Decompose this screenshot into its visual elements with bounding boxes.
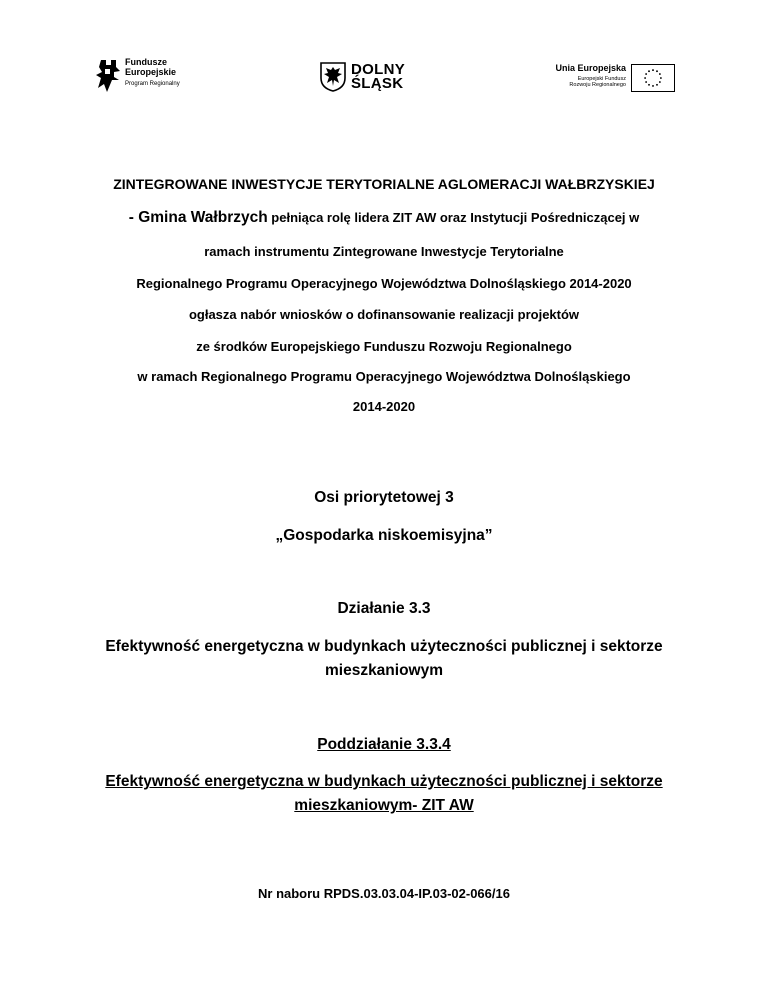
- subaction-desc-line1-text: Efektywność energetyczna w budynkach użyteczności publicznej i sektorze: [105, 773, 663, 790]
- unia-europejska-logo: [545, 63, 680, 99]
- fundusze-europejskie-logo: [95, 56, 205, 96]
- action-title: Działanie 3.3: [337, 600, 431, 617]
- action-desc-line1: Efektywność energetyczna w budynkach użyteczności publicznej i sektorze: [105, 638, 663, 655]
- header-line-7: w ramach Regionalnego Programu Operacyjnego Województwa Dolnośląskiego: [137, 369, 631, 384]
- subaction-desc-line2-text: mieszkaniowym- ZIT AW: [294, 797, 474, 814]
- logo-ds-line1: DOLNY: [351, 61, 405, 78]
- eu-flag-icon: [631, 64, 675, 92]
- header-line-6: ze środków Europejskiego Funduszu Rozwoju Regionalnego: [196, 339, 572, 354]
- dolny-slask-logo: [320, 60, 420, 96]
- eagle-crest-icon: [320, 62, 346, 92]
- logo-eu-line3: Rozwoju Regionalnego: [569, 82, 626, 88]
- header-lead-bold: - Gmina Wałbrzych: [128, 209, 268, 226]
- logo-eu-line2: Europejski Fundusz: [577, 76, 626, 82]
- subaction-desc-line1: [0, 773, 768, 791]
- header-line-5: ogłasza nabór wniosków o dofinansowanie realizacji projektów: [188, 307, 580, 322]
- action-desc-line2: mieszkaniowym: [324, 662, 444, 679]
- header-line-4: Regionalnego Programu Operacyjnego Województwa Dolnośląskiego 2014-2020: [136, 276, 632, 291]
- logo-fe-line3: Program Regionalny: [125, 81, 180, 87]
- logo-ds-line2: ŚLĄSK: [351, 75, 404, 92]
- priority-axis-title: Osi priorytetowej 3: [314, 489, 454, 506]
- fundusze-europejskie-icon: [95, 58, 121, 92]
- header-lead-rest: pełniąca rolę lidera ZIT AW oraz Instytucji Pośredniczącej w: [267, 210, 640, 225]
- logo-fe-line2: Europejskie: [125, 67, 177, 77]
- logo-bar: [0, 0, 768, 110]
- header-line-8: 2014-2020: [352, 399, 416, 414]
- main-title: ZINTEGROWANE INWESTYCJE TERYTORIALNE AGLOMERACJI WAŁBRZYSKIEJ: [113, 176, 655, 192]
- logo-fe-line1: Fundusze: [125, 57, 167, 67]
- subaction-title-text: Poddziałanie 3.3.4: [317, 736, 451, 753]
- priority-axis-name: „Gospodarka niskoemisyjna”: [275, 527, 493, 544]
- logo-eu-title: Unia Europejska: [555, 63, 626, 73]
- header-lead-line: [0, 209, 768, 227]
- subaction-desc-line2: [0, 797, 768, 815]
- call-number: Nr naboru RPDS.03.03.04-IP.03-02-066/16: [258, 886, 510, 901]
- header-line-3: ramach instrumentu Zintegrowane Inwestycje Terytorialne: [204, 244, 564, 259]
- subaction-title: [0, 736, 768, 754]
